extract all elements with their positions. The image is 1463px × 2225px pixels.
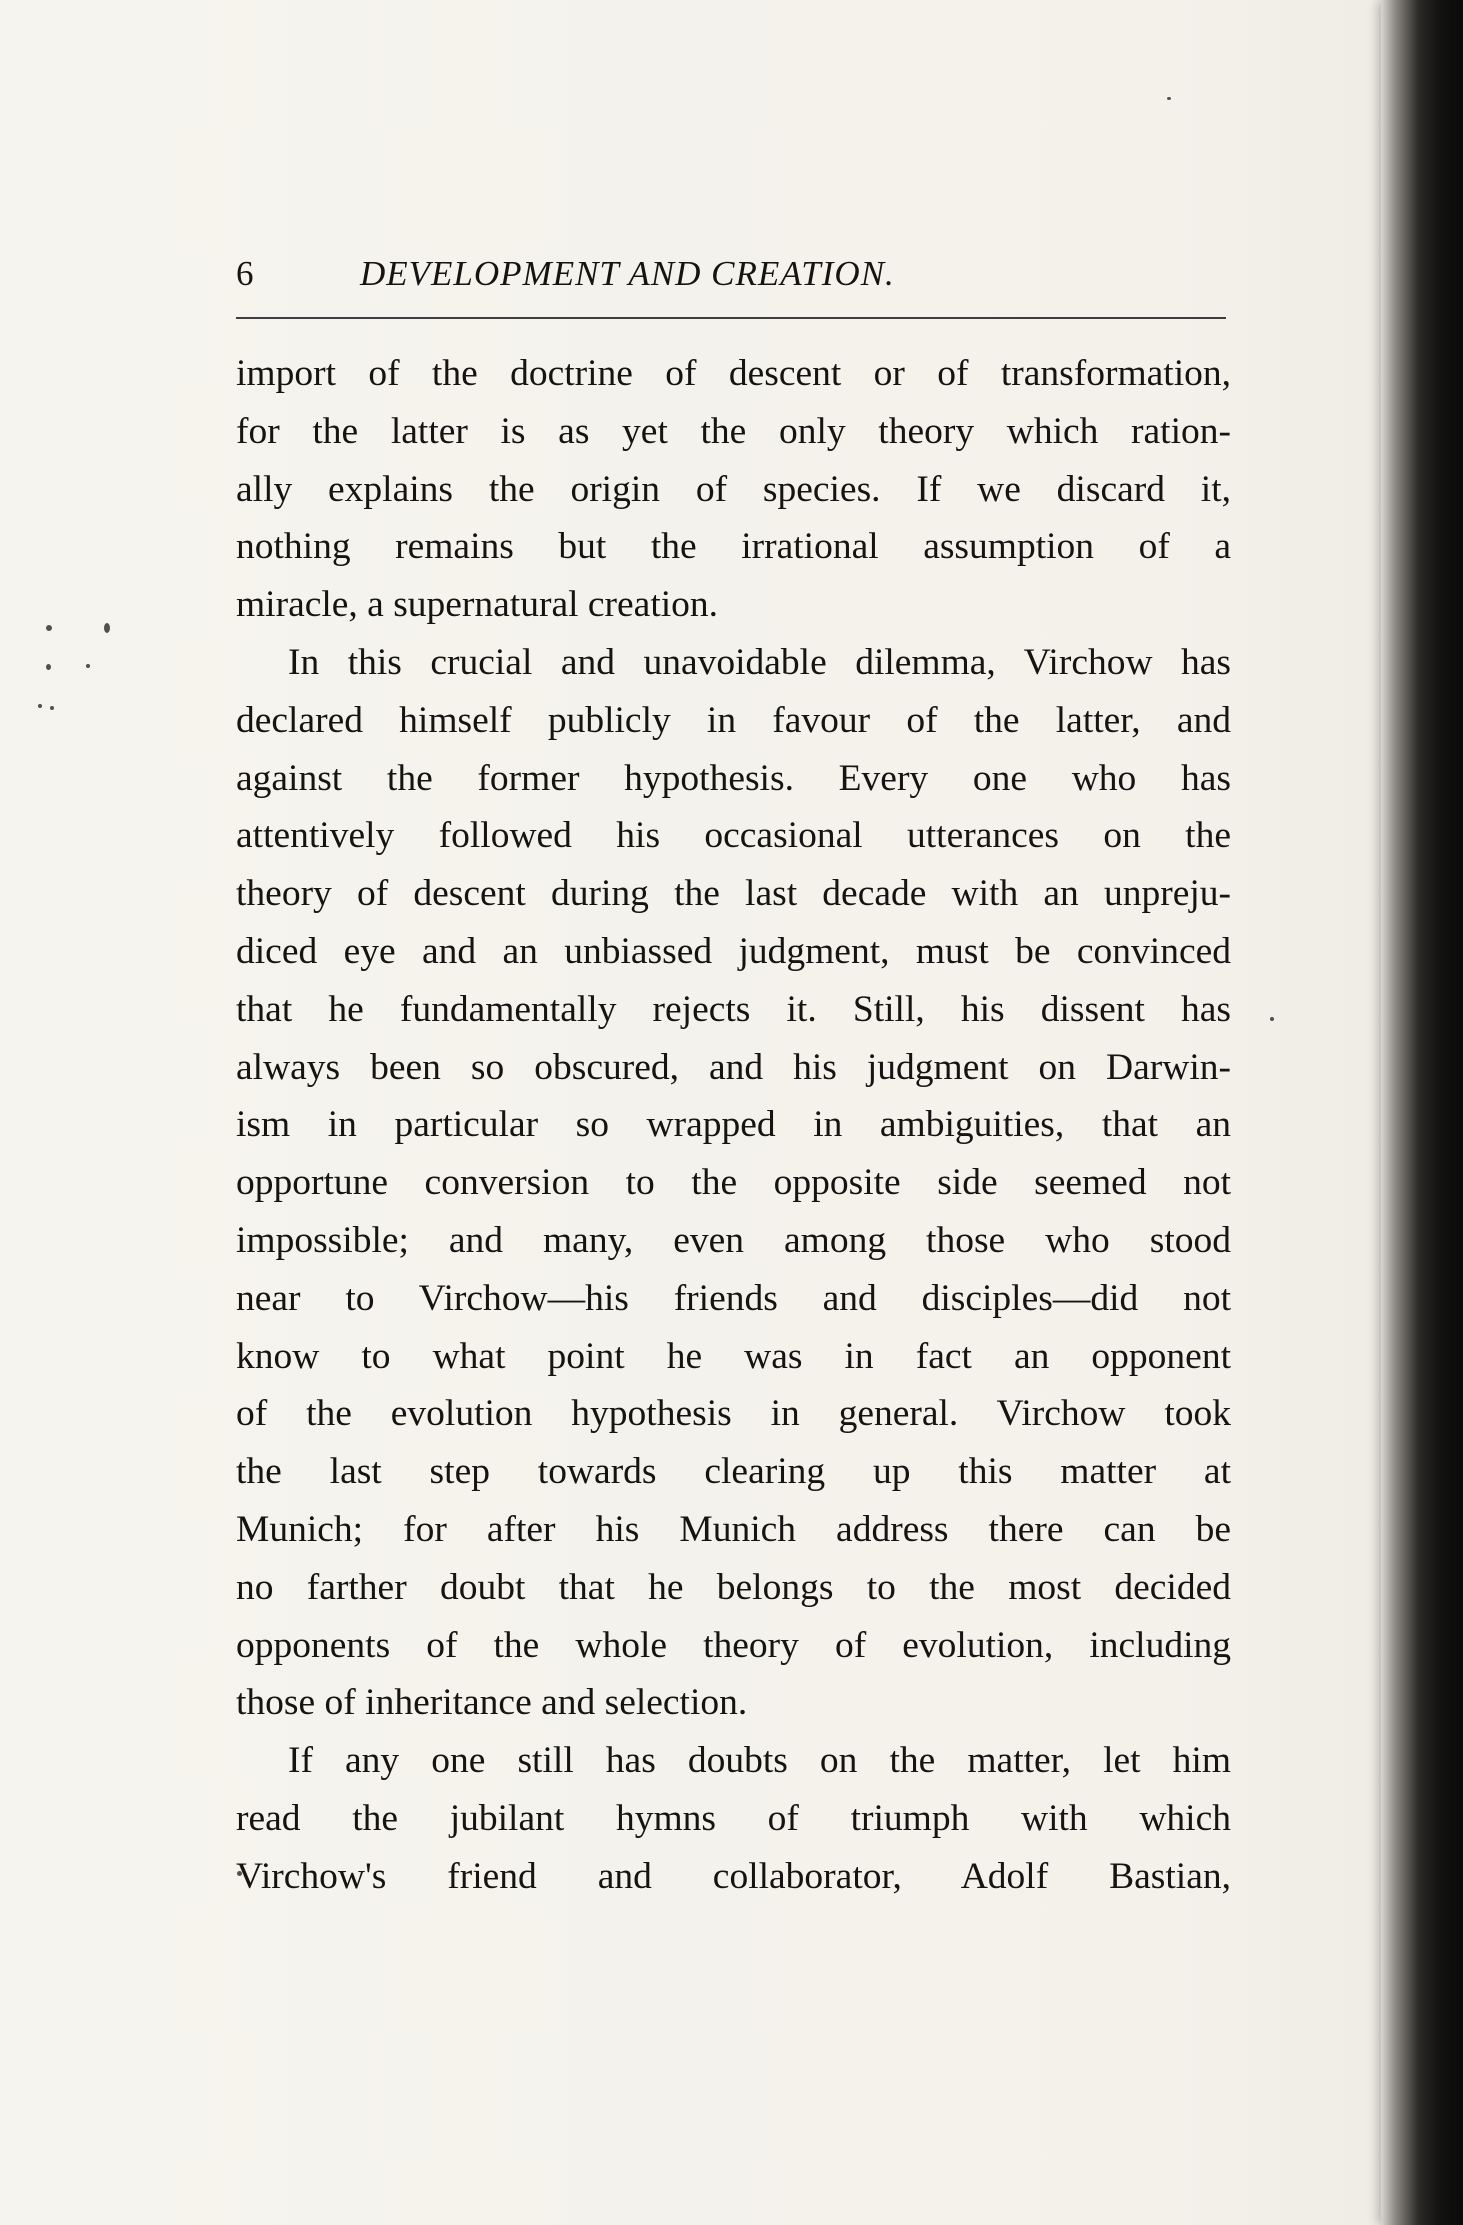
book-spine-shadow [1381,0,1463,2225]
header-rule [236,317,1226,319]
margin-speck [86,664,90,668]
text-line: import of the doctrine of descent or of transformation, [236,353,1231,394]
text-line: If any one still has doubts on the matter, let him [288,1740,1231,1782]
running-head: DEVELOPMENT AND CREATION. [360,254,895,293]
text-line: attentively followed his occasional utterances on the [236,815,1231,857]
text-line: ally explains the origin of species. If we discard it, [236,468,1231,510]
text-line: always been so obscured, and his judgment on Darwin- [236,1046,1231,1088]
text-line: near to Virchow—his friends and disciples—did not [236,1277,1231,1319]
text-line: opportune conversion to the opposite side seemed not [236,1162,1231,1204]
text-line: ism in particular so wrapped in ambiguities, that an [236,1104,1231,1146]
text-line: that he fundamentally rejects it. Still, his dissent has [236,988,1231,1030]
text-line: declared himself publicly in favour of the latter, and [236,699,1231,741]
text-line: of the evolution hypothesis in general. Virchow took [236,1393,1231,1435]
text-line: know to what point he was in fact an opponent [236,1335,1231,1377]
margin-speck [50,706,54,710]
text-line: miracle, a supernatural creation. [236,584,719,626]
page-number: 6 [236,254,254,293]
text-line: the last step towards clearing up this matter at [236,1451,1231,1493]
margin-speck [104,623,110,633]
text-line: read the jubilant hymns of triumph with which [236,1797,1231,1839]
body-text [236,345,1231,1906]
text-line: diced eye and an unbiassed judgment, must be convinced [236,930,1231,972]
text-line: In this crucial and unavoidable dilemma, Virchow has [288,641,1231,683]
text-line: opponents of the whole theory of evolution, including [236,1624,1231,1666]
margin-speck [1270,1017,1274,1021]
text-line: Virchow's friend and collaborator, Adolf Bastian, [236,1855,1231,1897]
margin-speck [38,704,42,708]
text-line: impossible; and many, even among those who stood [236,1219,1231,1261]
margin-speck [46,664,51,670]
text-line: those of inheritance and selection. [236,1682,748,1724]
text-line: theory of descent during the last decade with an unpreju- [236,873,1231,915]
text-line: no farther doubt that he belongs to the most decided [236,1566,1231,1608]
text-line: Munich; for after his Munich address there can be [236,1508,1231,1550]
text-line: against the former hypothesis. Every one who has [236,757,1231,799]
text-line: for the latter is as yet the only theory which ration- [236,410,1231,452]
margin-speck [46,625,52,631]
margin-speck [1167,97,1171,100]
text-line: nothing remains but the irrational assumption of a [236,526,1231,568]
page-header [236,248,1226,300]
